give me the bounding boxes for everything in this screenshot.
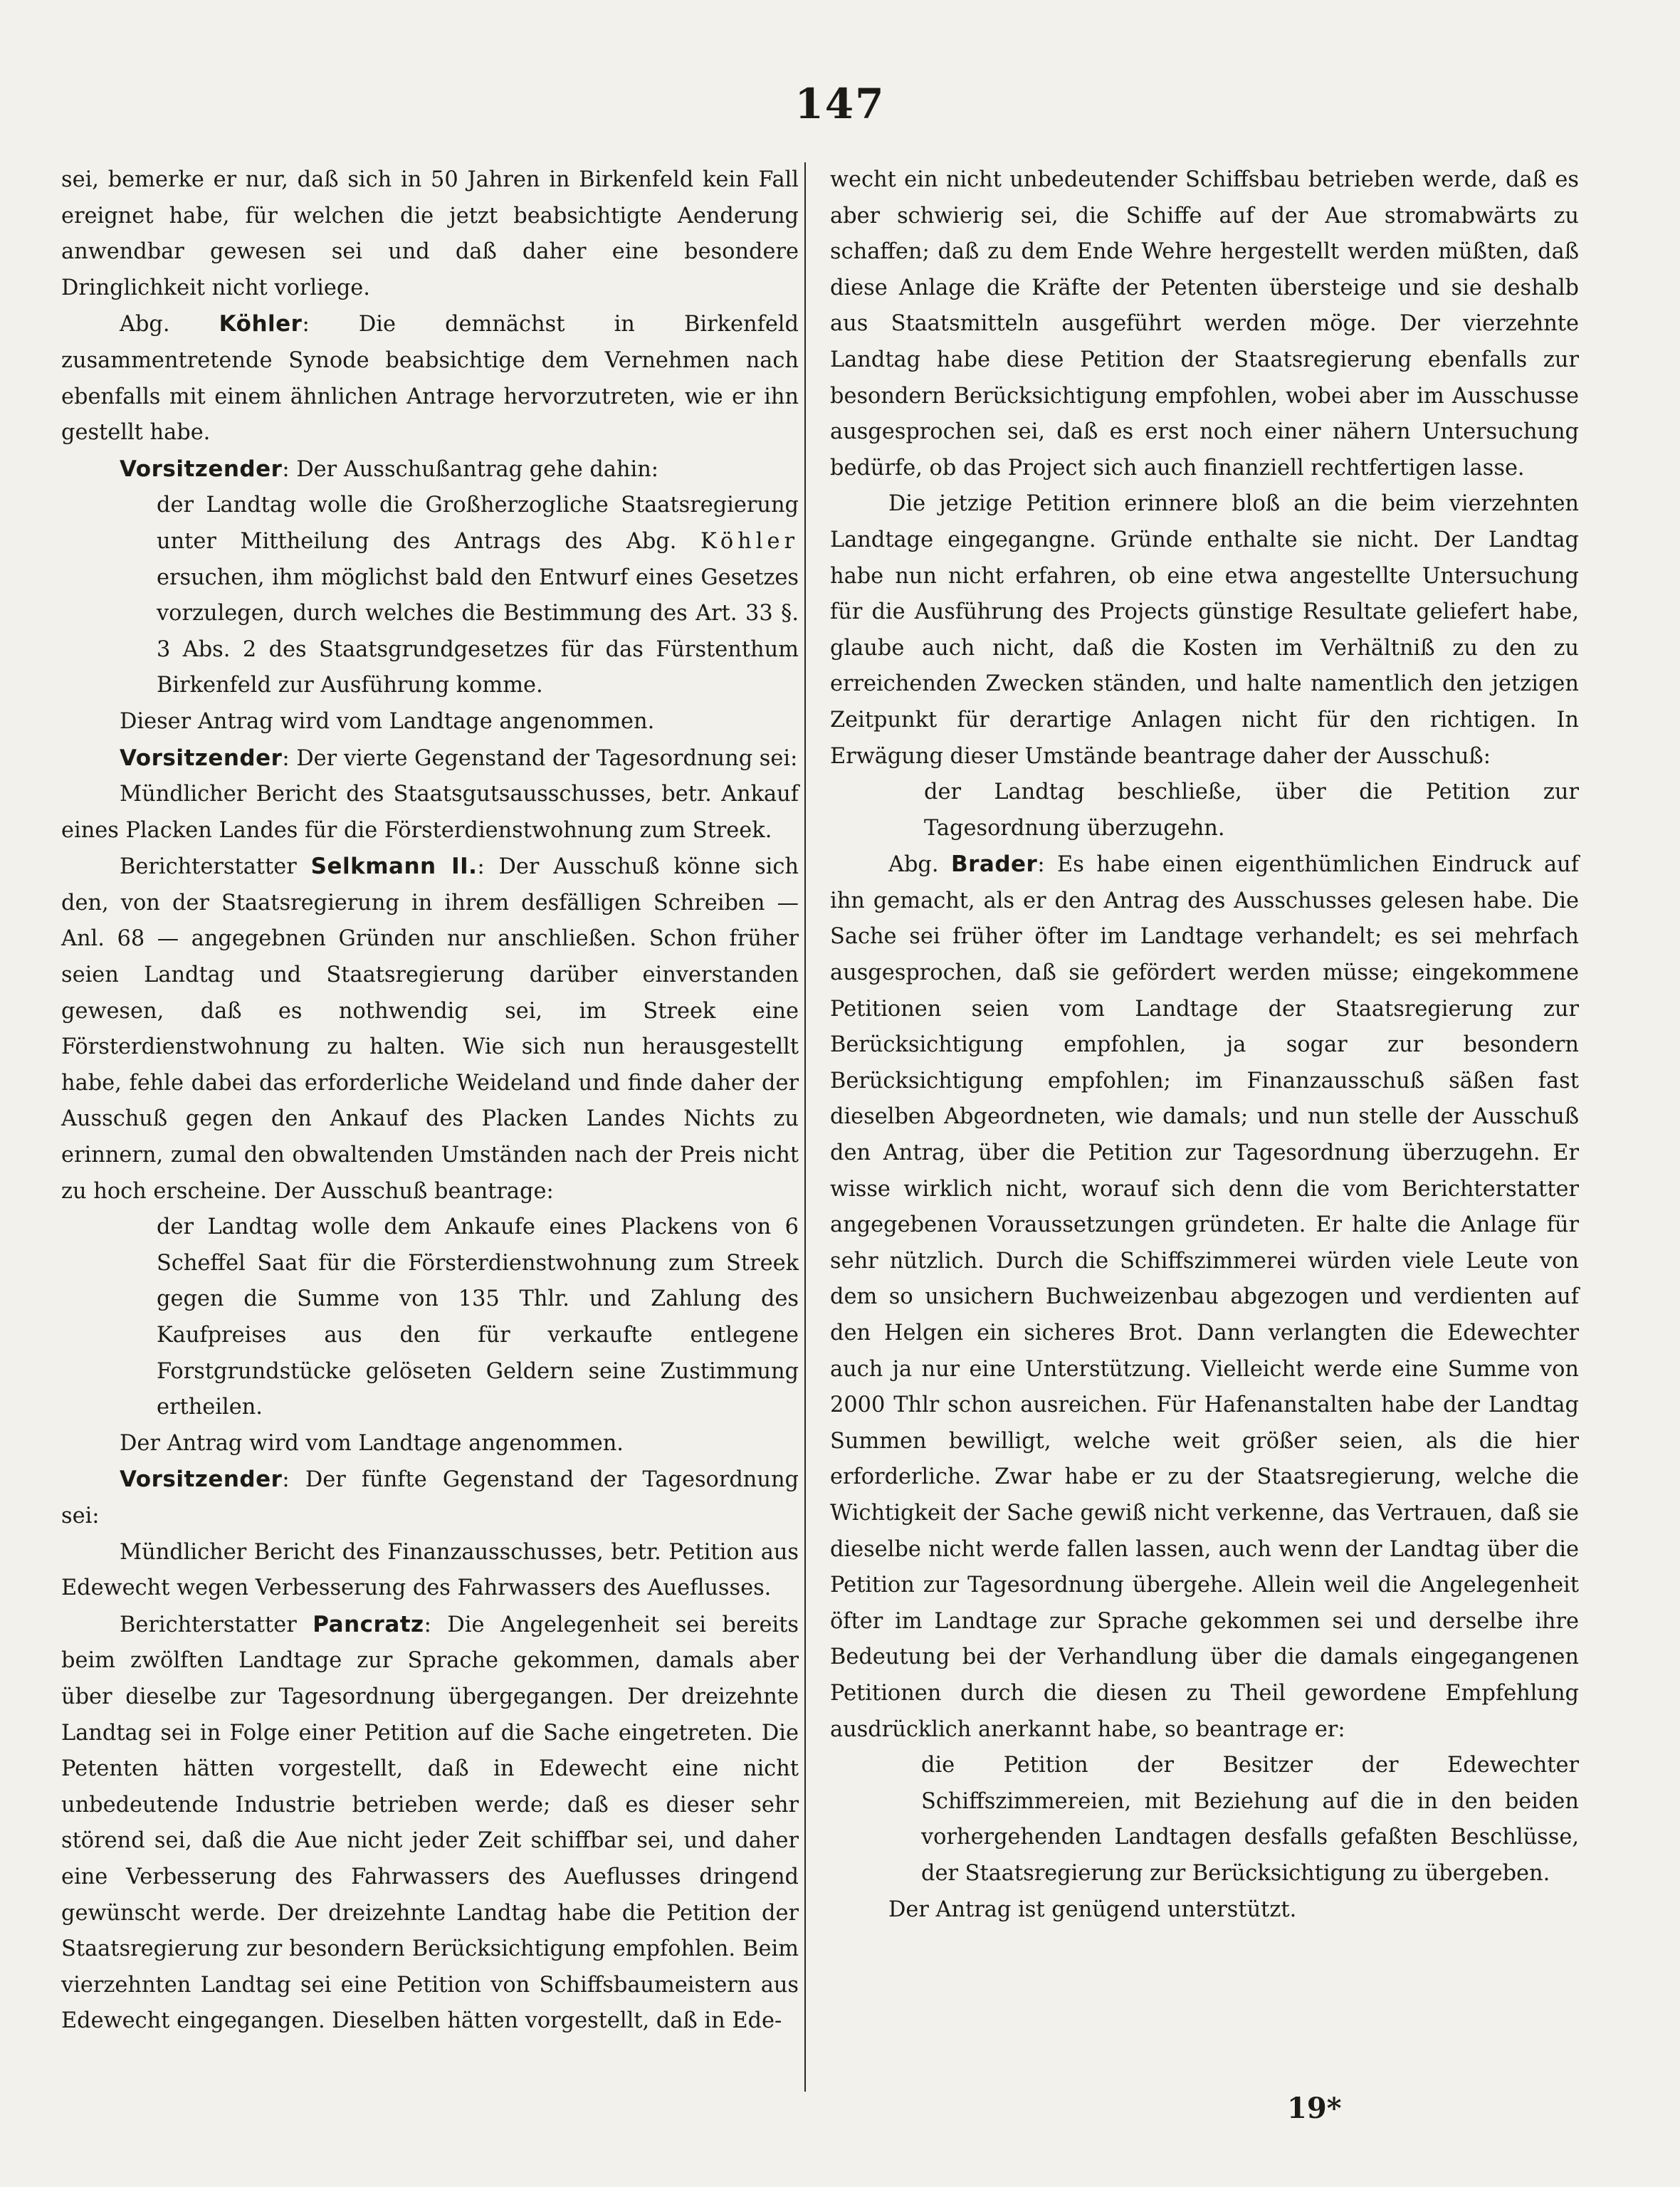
speech-paragraph — [61, 849, 799, 1210]
paragraph: sei, bemerke er nur, daß sich in 50 Jahren in Birkenfeld kein Fall ereignet habe, für welchen die jetzt beabsichtigte Aenderung anwendbar gewesen sei und daß daher eine besondere Dringlichkeit nicht vorliege. — [61, 167, 799, 300]
plain-paragraph: Die jetzige Petition erinnere bloß an die beim vierzehnten Landtage eingegangne. Gründe enthalte sie nicht. Der Landtag habe nun nicht erfahren, ob eine etwa angestellte Untersuchung für die Ausführung des Projects günstige Resultate geliefert habe, glaube auch nicht, daß die Kosten im Verhältniß zu den zu erreichenden Zwecken ständen, und halte namentlich den jetzigen Zeitpunkt für derartige Anlagen nicht für den richtigen. In Erwägung dieser Umstände beantrage daher der Ausschuß: — [830, 491, 1579, 769]
page-number: 147 — [794, 80, 886, 128]
speaker-name: Vorsitzender — [120, 745, 283, 771]
speech-paragraph — [61, 740, 799, 777]
column-divider — [804, 162, 806, 2092]
speaker-name: Vorsitzender — [120, 1467, 283, 1493]
speaker-prefix: Abg. — [888, 852, 951, 878]
speech-text: : Es habe einen eigenthümlichen Eindruck auf ihn gemacht, als er den Antrag des Ausschusses gelesen habe. Die Sache sei früher öfter im Landtage verhandelt; es sei mehrfach ausgesprochen, daß sie gefördert werden müsse; eingekommene Petitionen seien vom Landtage der Staatsregierung zur Berücksichtigung empfohlen, ja sogar zur besondern Berücksichtigung empfohlen; im Finanzausschuß säßen fast dieselben Abgeordneten, wie damals; und nun stelle der Ausschuß den Antrag, über die Petition zur Tagesordnung überzugehn. Er wisse wirklich nicht, worauf sich denn die vom Berichterstatter angegebenen Voraussetzungen gründeten. Er halte die Anlage für sehr nützlich. Durch die Schiffszimmerei würden viele Leute von dem so unsichern Buchweizenbau abgezogen und verdienten auf den Helgen ein sicheres Brot. Dann verlangten die Edewechter auch ja nur eine Unterstützung. Vielleicht werde eine Summe von 2000 Thlr schon ausreichen. Für Hafenanstalten habe der Landtag Summen bewilligt, welche weit größer seien, als die hier erforderliche. Zwar habe er zu der Staatsregierung, welche die Wichtigkeit der Sache gewiß nicht verkenne, das Vertrauen, daß sie dieselbe nicht werde fallen lassen, auch wenn der Landtag über die Petition zur Tagesordnung übergehe. Allein weil die Angelegenheit öfter im Landtage zur Sprache gekommen sei und derselbe ihre Bedeutung bei der Verhandlung über die damals eingegangenen Petitionen durch die diesen zu Theil gewordene Empfehlung ausdrücklich anerkannt habe, so beantrage er: — [830, 852, 1579, 1742]
speaker-name: Pancratz — [313, 1611, 424, 1637]
speech-text: : Der vierte Gegenstand der Tagesordnung sei: — [282, 745, 798, 771]
motion-text-part: der Landtag wolle die Großherzogliche Staatsregierung unter Mittheilung des Antrags des Abg. — [157, 493, 799, 554]
speaker-prefix: Berichterstatter — [120, 854, 311, 880]
plain-paragraph: Dieser Antrag wird vom Landtage angenommen. — [120, 708, 655, 734]
speaker-name: Brader — [950, 851, 1038, 878]
speech-text: : Die demnächst in Birkenfeld zusammentretende Synode beabsichtige dem Vernehmen nach ebenfalls mit einem ähnlichen Antrage hervorzutreten, wie er ihn gestellt habe. — [61, 312, 799, 446]
speech-text: : Der Ausschuß könne sich den, von der Staatsregierung in ihrem desfälligen Schreiben — Anl. 68 — angegebnen Gründen nur anschließen. Schon früher seien Landtag und Staatsregierung darüber einverstanden gewesen, daß es nothwendig sei, im Streek eine Försterdienstwohnung zu halten. Wie sich nun herausgestellt habe, fehle dabei das erforderliche Weideland und finde daher der Ausschuß gegen den Ankauf des Placken Landes Nichts zu erinnern, zumal den obwaltenden Umständen nach der Preis nicht zu hoch erscheine. Der Ausschuß beantrage: — [61, 854, 799, 1204]
agenda-item: Mündlicher Bericht des Staatsgutsausschusses, betr. Ankauf eines Placken Landes für die Försterdienstwohnung zum Streek. — [61, 782, 799, 843]
motion-text-part: ersuchen, ihm möglichst bald den Entwurf eines Gesetzes vorzulegen, durch welches die Bestimmung des Art. 33 §. 3 Abs. 2 des Staatsgrundgesetzes für das Fürstenthum Birkenfeld zur Ausführung komme. — [157, 565, 799, 698]
speaker-name: Köhler — [219, 311, 303, 337]
motion-text: die Petition der Besitzer der Edewechter Schiffszimmereien, mit Beziehung auf die in den beiden vorhergehenden Landtagen desfalls gefaßten Beschlüsse, der Staatsregierung zur Berücksichtigung zu übergeben. — [921, 1753, 1579, 1886]
speech-text: : Der fünfte Gegenstand der Tagesordnung sei: — [61, 1467, 799, 1528]
agenda-item: Mündlicher Bericht des Finanzausschusses, betr. Petition aus Edewecht wegen Verbesserung des Fahrwassers des Aueflusses. — [61, 1539, 799, 1601]
speaker-prefix: Berichterstatter — [120, 1612, 313, 1637]
motion-text — [61, 488, 799, 704]
plain-paragraph: Der Antrag ist genügend unterstützt. — [888, 1897, 1297, 1922]
speech-paragraph — [61, 1462, 799, 1534]
spaced-name: Köhler — [700, 528, 799, 554]
speech-paragraph — [830, 846, 1579, 1748]
speech-paragraph — [61, 306, 799, 451]
left-column — [61, 162, 799, 2040]
speech-text: : Die Angelegenheit sei bereits beim zwölften Landtage zur Sprache gekommen, damals aber über dieselbe zur Tagesordnung übergegangen. Der dreizehnte Landtag sei in Folge einer Petition auf die Sache eingetreten. Die Petenten hätten vorgestellt, daß in Edewecht eine nicht unbedeutende Industrie betrieben werde; daß es dieser sehr störend sei, daß die Aue nicht jeder Zeit schiffbar sei, und daher eine Verbesserung des Fahrwassers des Aueflusses dringend gewünscht werde. Der dreizehnte Landtag habe die Petition der Staatsregierung zur besondern Berücksichtigung empfohlen. Beim vierzehnten Landtag sei eine Petition von Schiffsbaumeistern aus Edewecht eingegangen. Dieselben hätten vorgestellt, daß in Ede- — [61, 1612, 799, 2034]
speaker-name: Selkmann II. — [310, 854, 478, 880]
speaker-name: Vorsitzender — [120, 456, 283, 482]
speech-text: : Der Ausschußantrag gehe dahin: — [282, 456, 659, 482]
speech-paragraph — [61, 1607, 799, 2040]
motion-text: der Landtag wolle dem Ankaufe eines Plackens von 6 Scheffel Saat für die Försterdienstwohnung zum Streek gegen die Summe von 135 Thlr. und Zahlung des Kaufpreises aus den für verkaufte entlegene Forstgrundstücke gelöseten Geldern seine Zustimmung ertheilen. — [157, 1215, 799, 1420]
right-column — [830, 162, 1579, 1928]
plain-paragraph: Der Antrag wird vom Landtage angenommen. — [120, 1430, 624, 1456]
speech-paragraph — [61, 451, 799, 488]
speaker-prefix: Abg. — [120, 312, 219, 337]
paragraph: wecht ein nicht unbedeutender Schiffsbau betrieben werde, daß es aber schwierig sei, die Schiffe auf der Aue stromabwärts zu schaffen; daß zu dem Ende Wehre hergestellt werden müßten, daß diese Anlage die Kräfte der Petenten übersteige und sie deshalb aus Staatsmitteln ausgeführt werden möge. Der vierzehnte Landtag habe diese Petition der Staatsregierung ebenfalls zur besondern Berücksichtigung empfohlen, wobei aber im Ausschusse ausgesprochen sei, daß es erst noch einer nähern Untersuchung bedürfe, ob das Project sich auch finanziell rechtfertigen lasse. — [830, 167, 1579, 481]
motion-text: der Landtag beschließe, über die Petition zur Tagesordnung überzugehn. — [924, 780, 1579, 841]
signature-mark: 19* — [1287, 2092, 1342, 2125]
